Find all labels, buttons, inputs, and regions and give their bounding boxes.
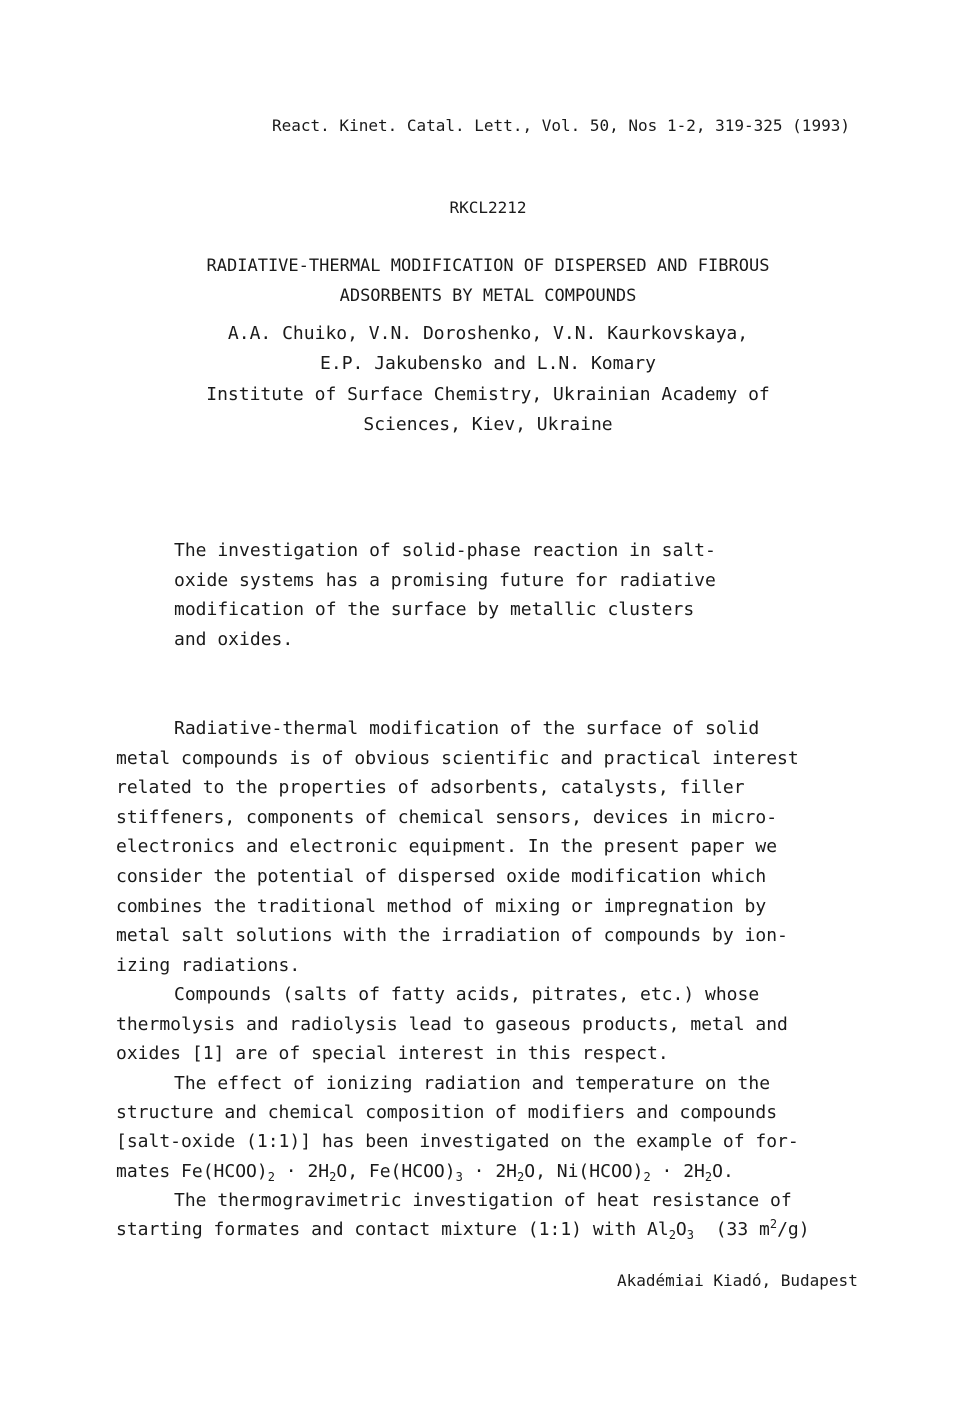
authors-line-2: E.P. Jakubensko and L.N. Komary [320,353,656,374]
authors-line-1: A.A. Chuiko, V.N. Doroshenko, V.N. Kaurkovskaya, [227,323,749,344]
body-line: oxides [1] are of special interest in this respect. [116,1043,669,1064]
body-line: [salt-oxide (1:1)] has been investigated on the example of for- [116,1131,799,1152]
abstract-line: and oxides. [174,629,294,650]
formates-text: · 2H [650,1161,705,1182]
formates-text: · 2H [462,1161,518,1182]
subscript: 3 [455,1170,463,1184]
formates-text: O. [712,1161,734,1182]
body-line: Radiative-thermal modification of the surface of solid [174,718,760,739]
publisher-footer: Akadémiai Kiadó, Budapest [617,1271,858,1290]
journal-citation: React. Kinet. Catal. Lett., Vol. 50, Nos 1-2, 319-325 (1993) [272,116,850,135]
body-text: /g) [777,1219,810,1240]
subscript: 3 [686,1228,694,1242]
superscript: 2 [769,1217,778,1231]
affiliation-line-1: Institute of Surface Chemistry, Ukrainian Academy of [206,384,770,405]
affiliation-line-2: Sciences, Kiev, Ukraine [363,414,613,435]
body-line: related to the properties of adsorbents, catalysts, filler [116,777,745,798]
subscript: 2 [704,1170,713,1184]
formates-text: mates Fe(HCOO) [116,1161,268,1182]
abstract-line: modification of the surface by metallic clusters [174,599,695,620]
body-line: The effect of ionizing radiation and temperature on the [174,1073,771,1094]
body-line: structure and chemical composition of modifiers and compounds [116,1102,778,1123]
subscript: 2 [643,1170,651,1184]
body-line: electronics and electronic equipment. In the present paper we [116,836,778,857]
last-body-line [116,1217,810,1242]
body-line: metal compounds is of obvious scientific and practical interest [116,748,799,769]
body-line: thermolysis and radiolysis lead to gaseous products, metal and [116,1014,788,1035]
body-line: metal salt solutions with the irradiation of compounds by ion- [116,925,788,946]
subscript: 2 [668,1228,676,1242]
body-line: stiffeners, components of chemical sensors, devices in micro- [116,807,778,828]
title-line-2: ADSORBENTS BY METAL COMPOUNDS [339,286,637,306]
article-code: RKCL2212 [449,198,527,217]
subscript: 2 [329,1170,337,1184]
title-line-1: RADIATIVE-THERMAL MODIFICATION OF DISPERSED AND FIBROUS [206,256,770,276]
formates-text: O, Ni(HCOO) [524,1161,644,1182]
body-text: (33 m [694,1219,770,1240]
formates-text: O, Fe(HCOO) [336,1161,456,1182]
subscript: 2 [267,1170,275,1184]
abstract-line: oxide systems has a promising future for radiative [174,570,716,591]
body-line: izing radiations. [116,955,301,976]
subscript: 2 [517,1170,525,1184]
formates-text: · 2H [274,1161,330,1182]
body-line: The thermogravimetric investigation of heat resistance of [174,1190,792,1211]
body-text: O [675,1219,687,1240]
formates-line [116,1162,734,1182]
body-line: consider the potential of dispersed oxide modification which [116,866,767,887]
body-line: Compounds (salts of fatty acids, pitrates, etc.) whose [174,984,760,1005]
body-line: combines the traditional method of mixing or impregnation by [116,896,767,917]
abstract-line: The investigation of solid-phase reaction in salt- [174,540,716,561]
body-text: starting formates and contact mixture (1:1) with Al [116,1219,669,1240]
